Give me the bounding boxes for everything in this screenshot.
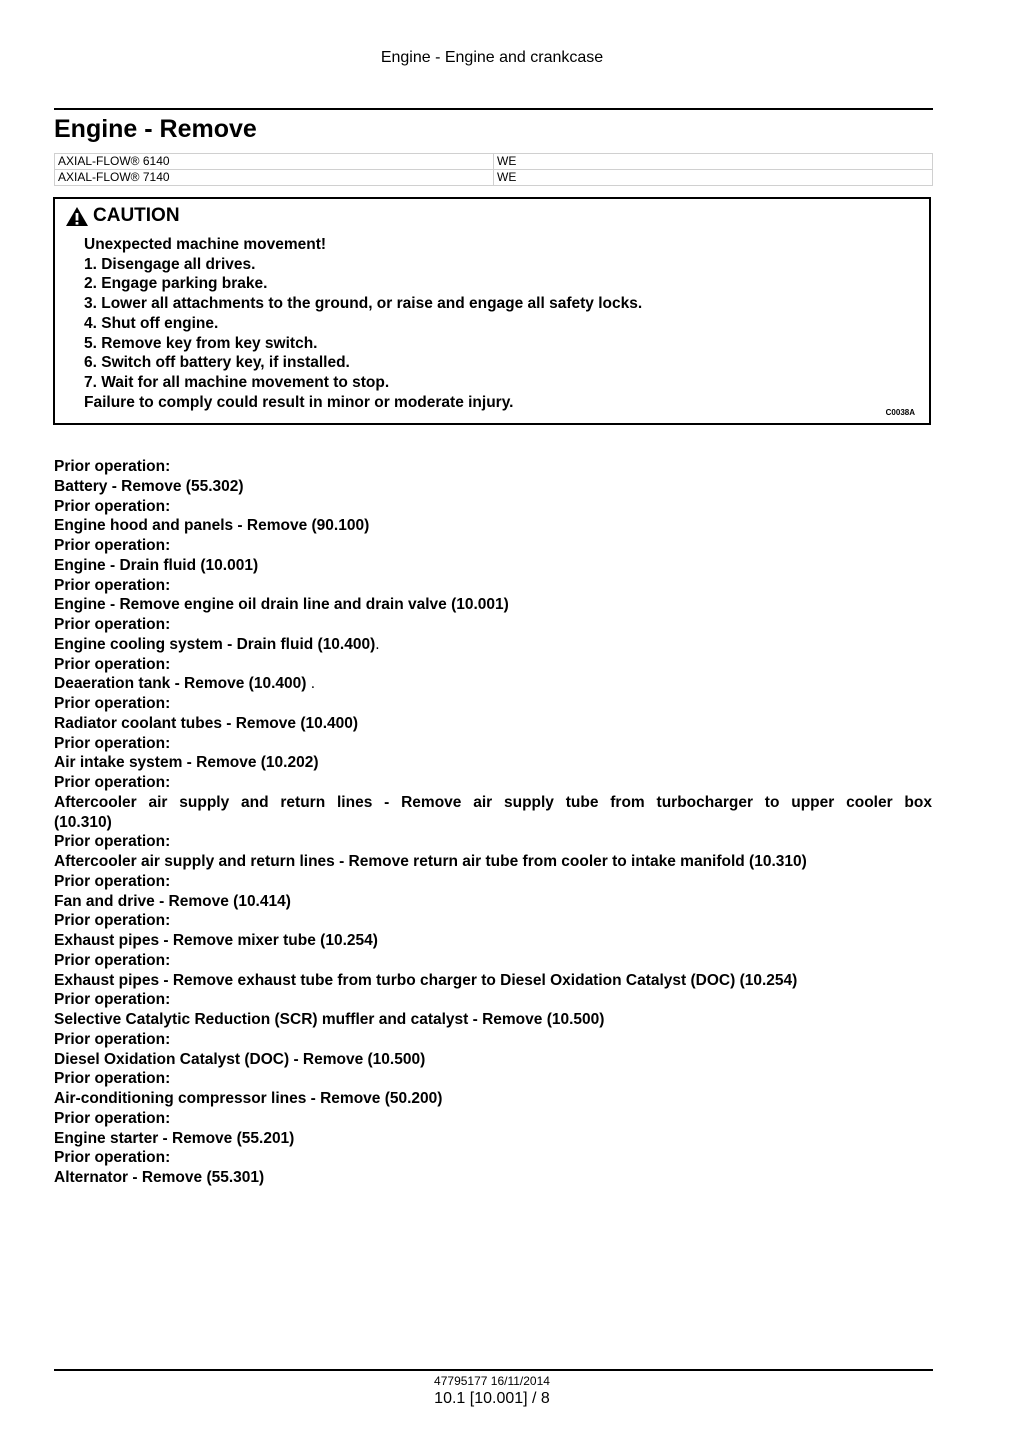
- prior-operation-label: Prior operation:: [54, 695, 171, 712]
- prior-operation-label: Prior operation:: [54, 734, 171, 752]
- prior-operation-link[interactable]: Alternator - Remove (55.301): [54, 1169, 265, 1186]
- prior-operation-label: Prior operation:: [54, 1149, 171, 1167]
- table-row: [55, 170, 933, 186]
- prior-operation-label: Prior operation:: [54, 991, 171, 1009]
- prior-operation-label: Prior operation:: [54, 951, 171, 969]
- prior-operation-label: Prior operation:: [54, 458, 171, 475]
- prior-operation-link[interactable]: Engine starter - Remove (55.201): [54, 1129, 295, 1147]
- prior-operation-link[interactable]: Selective Catalytic Reduction (SCR) muffler and catalyst - Remove (10.500): [54, 1011, 605, 1028]
- prior-operation-link[interactable]: Diesel Oxidation Catalyst (DOC) - Remove (10.500): [54, 1050, 426, 1068]
- prior-operation-link[interactable]: Deaeration tank - Remove (10.400) .: [54, 675, 316, 693]
- prior-operation-link[interactable]: Engine hood and panels - Remove (90.100): [54, 517, 370, 535]
- caution-text: [84, 235, 642, 412]
- caution-code: C0038A: [885, 408, 915, 417]
- prior-operation-label: Prior operation:: [54, 616, 171, 633]
- prior-operation-label: Prior operation:: [54, 1070, 171, 1088]
- caution-line: 1. Disengage all drives.: [84, 255, 256, 273]
- page-title: Engine - Remove: [54, 115, 257, 143]
- prior-operation-link[interactable]: Air intake system - Remove (10.202): [54, 754, 319, 772]
- prior-operation-label: Prior operation:: [54, 497, 171, 515]
- caution-box: [53, 197, 931, 425]
- prior-operation-label: Prior operation:: [54, 1030, 171, 1048]
- prior-operation-link[interactable]: Engine - Drain fluid (10.001): [54, 556, 259, 574]
- table-row: [55, 154, 933, 170]
- prior-operation-label: Prior operation:: [54, 833, 171, 851]
- prior-operation-link[interactable]: Engine - Remove engine oil drain line and drain valve (10.001): [54, 596, 509, 614]
- caution-line: 5. Remove key from key switch.: [84, 334, 318, 352]
- prior-operation-link[interactable]: Air-conditioning compressor lines - Remove (50.200): [54, 1090, 443, 1107]
- region-cell: WE: [494, 154, 933, 170]
- prior-operation-link[interactable]: Aftercooler air supply and return lines - Remove air supply tube from turbocharger to upper cooler box: [54, 793, 932, 811]
- prior-operation-link[interactable]: Fan and drive - Remove (10.414): [54, 892, 291, 910]
- prior-operation-link-continued[interactable]: (10.310): [54, 813, 112, 831]
- footer-doc-ref: 47795177 16/11/2014: [434, 1374, 550, 1388]
- caution-line: 2. Engage parking brake.: [84, 275, 268, 293]
- prior-operation-label: Prior operation:: [54, 774, 171, 791]
- model-cell: AXIAL-FLOW® 7140: [55, 170, 494, 186]
- model-table: [54, 153, 933, 186]
- prior-operation-link[interactable]: Engine cooling system - Drain fluid (10.400).: [54, 635, 380, 653]
- header-rule: [54, 108, 933, 110]
- prior-operation-link[interactable]: Radiator coolant tubes - Remove (10.400): [54, 714, 359, 732]
- caution-line: Unexpected machine movement!: [84, 236, 327, 253]
- prior-operation-label: Prior operation:: [54, 537, 171, 554]
- caution-line: 6. Switch off battery key, if installed.: [84, 354, 350, 372]
- model-cell: AXIAL-FLOW® 6140: [55, 154, 494, 170]
- footer-page-ref: 10.1 [10.001] / 8: [434, 1390, 550, 1407]
- prior-operation-link[interactable]: Aftercooler air supply and return lines - Remove return air tube from cooler to intake manifold (10.310): [54, 853, 807, 870]
- caution-line: Failure to comply could result in minor or moderate injury.: [84, 393, 514, 411]
- running-header: Engine - Engine and crankcase: [380, 49, 604, 66]
- caution-heading: [65, 205, 180, 227]
- caution-label: CAUTION: [93, 205, 180, 226]
- prior-operation-link[interactable]: Battery - Remove (55.302): [54, 477, 244, 495]
- prior-operation-label: Prior operation:: [54, 576, 171, 594]
- prior-operation-label: Prior operation:: [54, 912, 171, 930]
- caution-line: 4. Shut off engine.: [84, 314, 219, 332]
- footer-rule: [54, 1369, 933, 1371]
- prior-operation-label: Prior operation:: [54, 1109, 171, 1127]
- prior-operation-label: Prior operation:: [54, 872, 171, 890]
- prior-operation-label: Prior operation:: [54, 655, 171, 673]
- prior-operation-link[interactable]: Exhaust pipes - Remove mixer tube (10.254): [54, 932, 378, 949]
- region-cell: WE: [494, 170, 933, 186]
- warning-triangle-icon: [65, 206, 89, 227]
- caution-line: 7. Wait for all machine movement to stop.: [84, 373, 390, 391]
- caution-line: 3. Lower all attachments to the ground, or raise and engage all safety locks.: [84, 295, 643, 313]
- prior-operation-link[interactable]: Exhaust pipes - Remove exhaust tube from turbo charger to Diesel Oxidation Catalyst (DOC) (10.254): [54, 971, 798, 989]
- prior-operations-list: [54, 457, 932, 1188]
